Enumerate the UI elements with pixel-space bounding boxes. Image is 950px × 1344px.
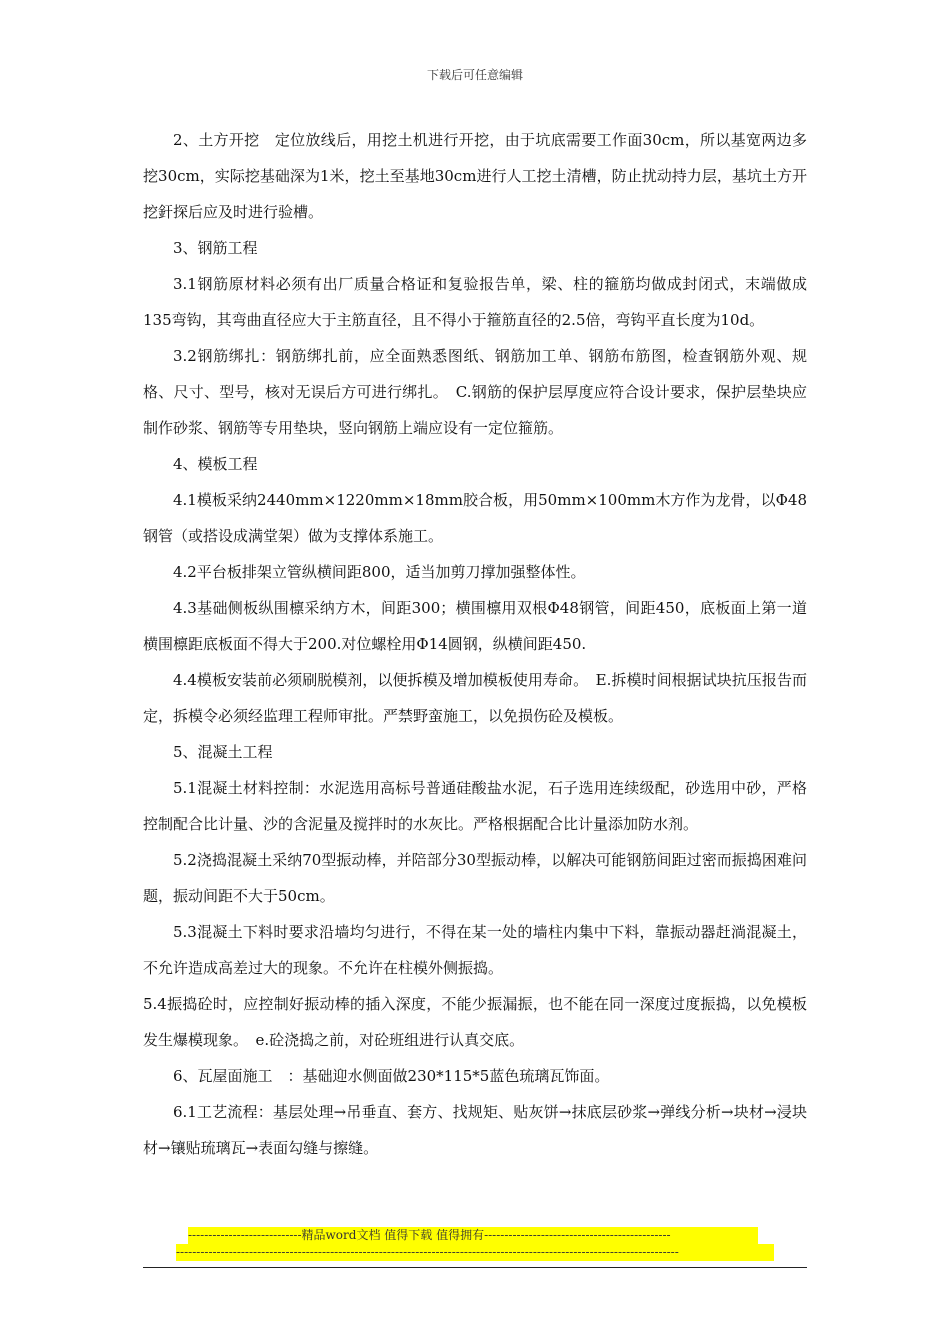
paragraph-tile-6-1: 6.1工艺流程：基层处理→吊垂直、套方、找规矩、贴灰饼→抹底层砂浆→弹线分析→块材→浸块材→镶贴琉璃瓦→表面勾缝与擦缝。 — [143, 1103, 807, 1157]
footer-rule — [143, 1267, 807, 1268]
heading-tile-roof: 6、瓦屋面施工 ：基础迎水侧面做230*115*5蓝色琉璃瓦饰面。 — [173, 1067, 610, 1085]
page-header: 下载后可任意编辑 — [426, 68, 523, 82]
heading-formwork: 4、模板工程 — [173, 455, 258, 473]
heading-concrete: 5、混凝土工程 — [173, 743, 273, 761]
document-body — [143, 122, 807, 1166]
footer-banner-line: ----------------------------精品word文档 值得下载 值得拥有---------------------------------------------- — [188, 1227, 758, 1244]
paragraph-rebar-3-2: 3.2钢筋绑扎：钢筋绑扎前，应全面熟悉图纸、钢筋加工单、钢筋布筋图，检查钢筋外观、规格、尺寸、型号，核对无误后方可进行绑扎。 C.钢筋的保护层厚度应符合设计要求，保护层垫块应制作砂浆、钢筋等专用垫块，竖向钢筋上端应设有一定位箍筋。 — [143, 347, 807, 437]
paragraph-concrete-5-1: 5.1混凝土材料控制：水泥选用高标号普通硅酸盐水泥，石子选用连续级配，砂选用中砂，严格控制配合比计量、沙的含泥量及搅拌时的水灰比。严格根据配合比计量添加防水剂。 — [143, 779, 807, 833]
paragraph-formwork-4-3: 4.3基础侧板纵围檩采纳方木，间距300；横围檩用双根Φ48钢管，间距450，底板面上第一道横围檩距底板面不得大于200.对位螺栓用Φ14圆钢，纵横间距450. — [143, 599, 807, 653]
paragraph-formwork-4-2: 4.2平台板排架立管纵横间距800，适当加剪刀撑加强整体性。 — [173, 563, 586, 581]
paragraph-formwork-4-1: 4.1模板采纳2440mm×1220mm×18mm胶合板，用50mm×100mm木方作为龙骨，以Φ48钢管（或搭设成满堂架）做为支撑体系施工。 — [143, 491, 807, 545]
paragraph-concrete-5-4: 5.4振捣砼时，应控制好振动棒的插入深度，不能少振漏振，也不能在同一深度过度振捣，以免模板发生爆模现象。 e.砼浇捣之前，对砼班组进行认真交底。 — [143, 995, 807, 1049]
page-footer — [143, 1227, 807, 1268]
paragraph-rebar-3-1: 3.1钢筋原材料必须有出厂质量合格证和复验报告单，梁、柱的箍筋均做成封闭式，末端做成135弯钩，其弯曲直径应大于主筋直径，且不得小于箍筋直径的2.5倍，弯钩平直长度为10d。 — [143, 275, 807, 329]
paragraph-formwork-4-4: 4.4模板安装前必须刷脱模剂，以便拆模及增加模板使用寿命。 E.拆模时间根据试块抗压报告而定，拆模令必须经监理工程师审批。严禁野蛮施工，以免损伤砼及模板。 — [143, 671, 807, 725]
paragraph-concrete-5-3: 5.3混凝土下料时要求沿墙均匀进行，不得在某一处的墙柱内集中下料，靠振动器赶淌混凝土，不允许造成高差过大的现象。不允许在柱模外侧振捣。 — [143, 923, 807, 977]
paragraph-concrete-5-2: 5.2浇捣混凝土采纳70型振动棒，并陪部分30型振动棒，以解决可能钢筋间距过密而振捣困难问题，振动间距不大于50cm。 — [143, 851, 807, 905]
paragraph-earthwork: 2、土方开挖 定位放线后，用挖土机进行开挖，由于坑底需要工作面30cm，所以基宽两边多挖30cm，实际挖基础深为1米，挖土至基地30cm进行人工挖土清槽，防止扰动持力层，基坑土方开挖釬探后应及时进行验槽。 — [143, 131, 807, 221]
heading-rebar: 3、钢筋工程 — [173, 239, 258, 257]
footer-dash-line: ---------------------------------------------------------------------------------------------------------------------------- — [176, 1244, 774, 1261]
